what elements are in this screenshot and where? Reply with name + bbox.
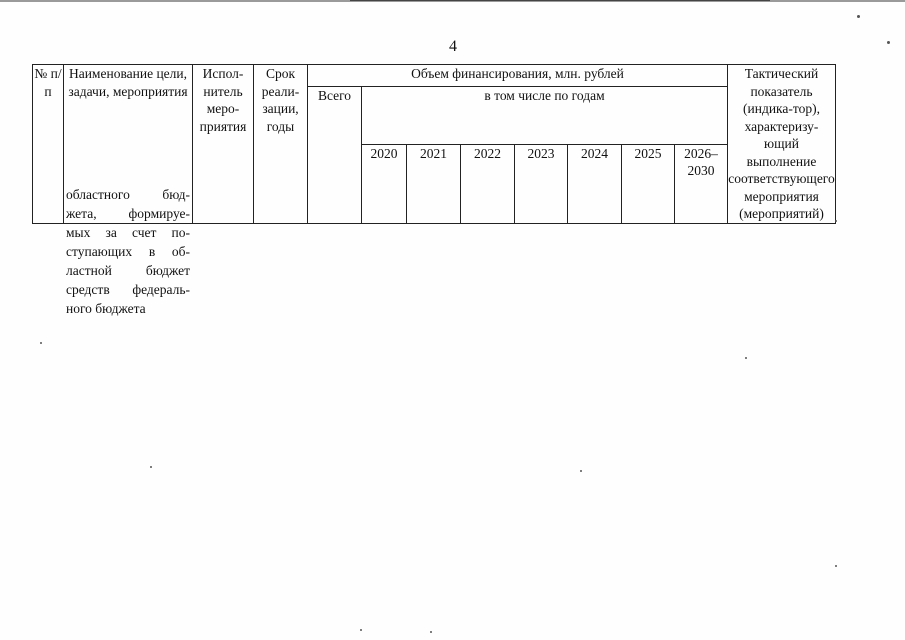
header-indicator: Тактический показатель (индика-тор), характеризу-ющий выполнение соответствующего мероприятия (мероприятий) — [728, 66, 835, 221]
scan-speck — [745, 357, 747, 359]
scan-speck — [580, 470, 582, 472]
continuation-text — [66, 185, 190, 318]
header-term: Срок реали-зации, годы — [254, 65, 308, 224]
scan-speck — [835, 565, 837, 567]
header-year: 2024 — [568, 144, 622, 223]
continuation-line: средств федераль- — [66, 282, 190, 297]
scan-speck — [430, 631, 432, 633]
header-num: № п/п — [33, 65, 64, 224]
header-total: Всего — [308, 87, 362, 224]
continuation-line: ступающих в об- — [66, 244, 190, 259]
continuation-line: мых за счет по- — [66, 225, 190, 240]
scan-speck — [360, 629, 362, 631]
scan-speck — [835, 220, 837, 222]
continuation-line: ного бюджета — [66, 301, 146, 316]
page-number: 4 — [449, 38, 457, 55]
header-funding: Объем финансирования, млн. рублей — [308, 65, 728, 87]
header-year: 2021 — [407, 144, 461, 223]
scan-speck — [40, 342, 42, 344]
header-year: 2025 — [622, 144, 675, 223]
header-executor: Испол-нитель меро-приятия — [193, 65, 254, 224]
scan-speck — [857, 15, 860, 18]
scan-speck — [887, 41, 890, 44]
header-name: Наименование цели, задачи, мероприятия — [64, 65, 193, 224]
header-year: 2020 — [362, 144, 407, 223]
header-year: 2026–2030 — [675, 144, 728, 223]
scan-speck — [150, 466, 152, 468]
header-year: 2023 — [515, 144, 568, 223]
header-year: 2022 — [461, 144, 515, 223]
top-scan-line — [350, 0, 770, 1]
header-by-years: в том числе по годам — [362, 87, 728, 145]
continuation-line: ластной бюджет — [66, 263, 190, 278]
continuation-line: жета, формируе- — [66, 206, 190, 221]
continuation-line: областного бюд- — [66, 187, 190, 202]
